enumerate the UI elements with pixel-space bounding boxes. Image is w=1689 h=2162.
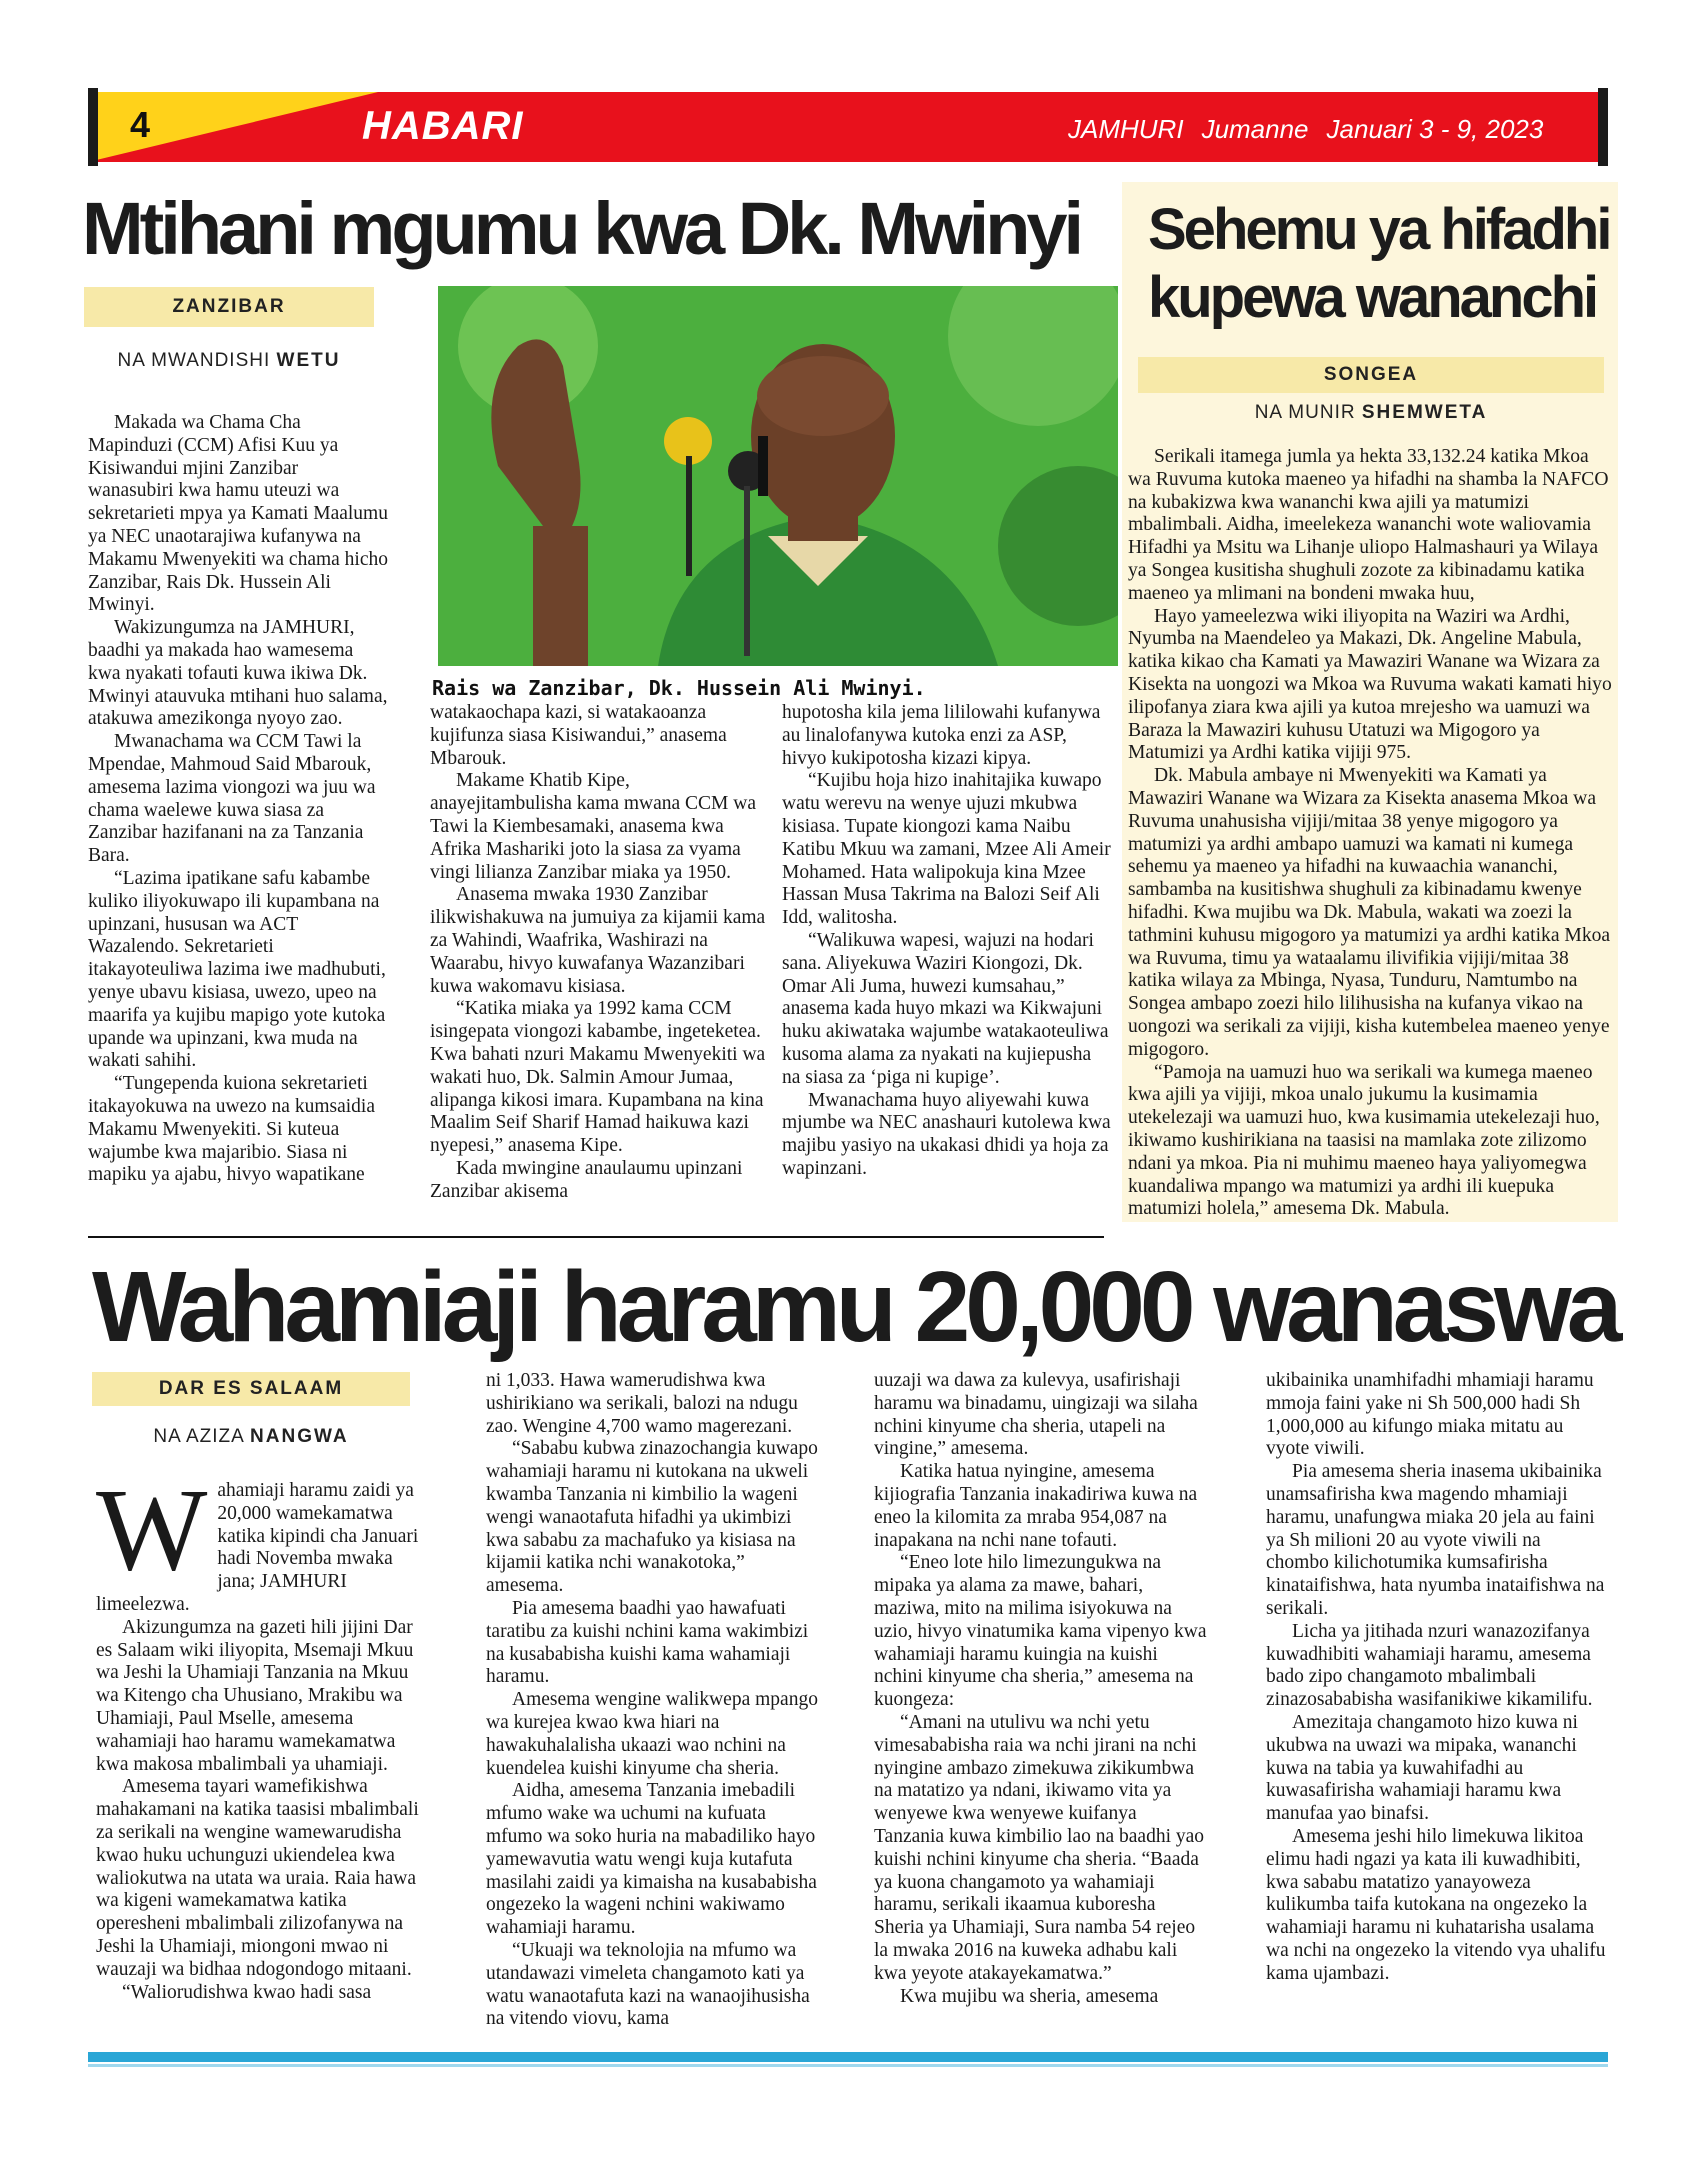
paragraph: Amesema jeshi hilo limekuwa likitoa elimu hadi ngazi ya kata ili kuwadhibiti, kwa sababu matatizo yanayoweza kulikumba taifa kutokana na ongezeko la wahamiaji haramu ni kuhatarisha usalama wa nchi na ongezeko la vitendo vya uhalifu kama ujambazi.	[1266, 1825, 1606, 1984]
story1-headline: Mtihani mgumu kwa Dk. Mwinyi	[82, 187, 1081, 270]
story2-body	[1128, 446, 1614, 1221]
story3-column-2	[486, 1370, 826, 2031]
story1-byline: NA MWANDISHI WETU	[117, 350, 341, 371]
paragraph: Mwanachama wa CCM Tawi la Mpendae, Mahmoud Said Mbarouk, amesema lazima viongozi wa juu wa chama waelewe kuwa siasa za Zanzibar hazifanani na za Tanzania Bara.	[88, 731, 376, 867]
paragraph: “Pamoja na uamuzi huo wa serikali wa kumega maeneo kwa ajili ya vijiji, mkoa unalo jukumu la kusimamia utekelezaji wa uamuzi huo, kwa kusimamia utekelezaji huo, ikiwamo kushirikiana na taasisi na mamlaka zote zilizomo ndani ya mkoa. Pia ni muhimu maeneo haya yaliyomegwa kuandaliwa mpango wa matumizi ya ardhi ili kuepuka matumizi holela,” amesema Dk. Mabula.	[1128, 1061, 1600, 1220]
footer-bar	[88, 2052, 1608, 2062]
paragraph: “Amani na utulivu wa nchi yetu vimesababisha raia wa nchi jirani na nchi nyingine ambazo zimekuwa zikikumbwa na matatizo ya ndani, ikiwamo vita ya wenyewe kwa wenyewe kuifanya Tanzania kuwa kimbilio lao na baadhi yao kuishi nchini kinyume cha sheria. “Baada ya kuona changamoto ya wahamiaji haramu, serikali ikaamua kuboresha Sheria ya Uhamiaji, Sura namba 54 rejeo la mwaka 2016 na kuweka adhabu kali kwa yeyote atakayekamatwa.”	[874, 1711, 1205, 1984]
paragraph: Kwa mujibu wa sheria, amesema	[900, 1985, 1159, 2007]
paragraph: “Kujibu hoja hizo inahitajika kuwapo watu werevu na wenye ujuzi mkubwa kisiasa. Tupate kiongozi kama Naibu Katibu Mkuu wa zamani, Mzee Ali Ameir Mohamed. Hata walipokuja kina Mzee Hassan Musa Takrima na Balozi Seif Ali Idd, walitosha.	[782, 770, 1111, 929]
section-divider	[88, 1236, 1104, 1238]
paragraph: Pia amesema baadhi yao hawafuati taratibu za kuishi nchini kama wakimbizi na kusababisha kuishi kama wahamiaji haramu.	[486, 1597, 809, 1688]
paragraph: Mwanachama huyo aliyewahi kuwa mjumbe wa NEC anashauri kutolewa kwa majibu yasiyo na ukakasi dhidi ya hoja za wapinzani.	[782, 1089, 1111, 1179]
story3-column-3	[874, 1370, 1210, 2008]
paragraph: Serikali itamega jumla ya hekta 33,132.24 katika Mkoa wa Ruvuma kutoka maeneo ya hifadhi na shamba la NAFCO na kubakizwa kwa wananchi kwa ajili ya matumizi mbalimbali. Aidha, imeelekeza wananchi wote waliovamia Hifadhi ya Msitu wa Lihanje uliopo Halmashauri ya Wilaya ya Songea kusitisha shughuli zozote za kibinadamu katika maeneo ya mlimani na bondeni mwaka huu,	[1128, 446, 1609, 604]
lead-paragraph: Wahamiaji haramu zaidi ya 20,000 wamekamatwa katika kipindi cha Januari hadi Novemba mwaka jana; JAMHURI limeelezwa.	[96, 1464, 419, 1615]
story2-byline: NA MUNIR SHEMWETA	[1254, 402, 1488, 423]
paragraph: “Waliorudishwa kwao hadi sasa	[122, 1981, 372, 2003]
paragraph: Hayo yameelezwa wiki iliyopita na Waziri wa Ardhi, Nyumba na Maendeleo ya Makazi, Dk. Angeline Mabula, katika kikao cha Kamati ya Mawaziri Wanane wa Wizara za Kisekta na uongozi wa Mkoa wa Ruvuma wakati kamati hiyo ilipofanya ziara kwa ajili ya kutoa mrejesho wa uamuzi wa Baraza la Mawaziri kuhusu Utatuzi wa Migogoro ya Matumizi ya Ardhi katika vijiji 975.	[1128, 605, 1612, 764]
paragraph: Amesema wengine walikwepa mpango wa kurejea kwao kwa hiari na hawakuhalalisha ukaazi wao nchini na kuendelea kuishi kinyume cha sheria.	[486, 1689, 818, 1779]
mwinyi-photo	[438, 286, 1118, 666]
story2-dateline: SONGEA	[1138, 357, 1604, 393]
story1-column-3	[782, 702, 1112, 1181]
paragraph: Aidha, amesema Tanzania imebadili mfumo wake wa uchumi na kufuata mfumo wa soko huria na mabadiliko hayo yamewavutia watu wengi kuja kutafuta masilahi zaidi ya kimaisha na kusababisha ongezeko la wageni nchini wakiwamo wahamiaji haramu.	[486, 1780, 817, 1939]
story3-headline: Wahamiaji haramu 20,000 wanaswa	[92, 1251, 1618, 1363]
page-number: 4	[130, 104, 151, 145]
story1-column-2	[430, 702, 770, 1204]
paragraph: “Tungependa kuiona sekretarieti itakayokuwa na uwezo na kumsaidia Makamu Mwenyekiti. Si kuteua wajumbe kwa majaribio. Siasa ni mapiku ya ajabu, hivyo wapatikane	[88, 1073, 375, 1186]
paragraph: ni 1,033. Hawa wamerudishwa kwa ushirikiano wa serikali, balozi na ndugu zao. Wengine 4,700 wamo magerezani.	[486, 1370, 798, 1437]
issue-day: Jumanne	[1201, 114, 1309, 144]
paragraph: “Eneo lote hilo limezungukwa na mipaka ya alama za mawe, bahari, maziwa, mito na milima isiyokuwa na uzio, hivyo vinatumika kama vipenyo kwa wahamiaji haramu kuingia na kuishi nchini kinyume cha sheria,” amesema na kuongeza:	[874, 1552, 1207, 1711]
paragraph: “Lazima ipatikane safu kabambe kuliko iliyokuwapo ili kupambana na upinzani, hususan wa ACT Wazalendo. Sekretarieti itakayoteuliwa lazima iwe madhubuti, yenye ubavu kisiasa, uwezo, upeo na maarifa ya kujibu mapigo yote kutoka upande wa upinzani, kwa muda na wakati sahihi.	[88, 867, 386, 1072]
paragraph: “Walikuwa wapesi, wajuzi na hodari sana. Aliyekuwa Waziri Kiongozi, Dk. Omar Ali Juma, huwezi kumsahau,” anasema kada huyo mkazi wa Kikwajuni huku akiwataka wajumbe watakaoteuliwa kusoma alama za nyakati na kujiepusha na siasa za ‘piga ni kupige’.	[782, 929, 1109, 1088]
paragraph: Amesema tayari wamefikishwa mahakamani na katika taasisi mbalimbali za serikali na wengine wamewarudisha kwao huku uchunguzi ukiendelea kwa waliokutwa na utata wa uraia. Raia hawa wa kigeni wamekamatwa katika operesheni mbalimbali zilizofanywa na Jeshi la Uhamiaji, miongoni mwao ni wauzaji wa bidhaa ndogondogo mitaani.	[96, 1776, 419, 1980]
paragraph: Licha ya jitihada nzuri wanazozifanya kuwadhibiti wahamiaji haramu, amesema bado zipo changamoto mbalimbali zinazosababisha wasifanikiwe kikamilifu.	[1266, 1620, 1593, 1711]
paragraph: Akizungumza na gazeti hili jijini Dar es Salaam wiki iliyopita, Msemaji Mkuu wa Jeshi la Uhamiaji Tanzania na Mkuu wa Kitengo cha Uhusiano, Mrakibu wa Uhamiaji, Paul Mselle, amesema wahamiaji hao haramu wamekamatwa kwa makosa mbalimbali ya uhamiaji.	[96, 1616, 414, 1775]
issue-dates: Januari 3 - 9, 2023	[1326, 114, 1544, 144]
paragraph: uuzaji wa dawa za kulevya, usafirishaji haramu wa binadamu, uingizaji wa silaha nchini kinyume cha sheria, utapeli na vingine,” amesema.	[874, 1370, 1198, 1460]
photo-caption: Rais wa Zanzibar, Dk. Hussein Ali Mwinyi.	[432, 676, 926, 700]
paragraph: hupotosha kila jema lililowahi kufanywa au linalofanywa kutoka enzi za ASP, hivyo kukipotosha kizazi kipya.	[782, 702, 1101, 769]
paragraph: “Katika miaka ya 1992 kama CCM isingepata viongozi kabambe, ingeteketea. Kwa bahati nzuri Makamu Mwenyekiti wa wakati huo, Dk. Salmin Amour Jumaa, alipanga kikosi imara. Kupambana na kina Maalim Seif Sharif Hamad haikuwa kazi nyepesi,” anasema Kipe.	[430, 998, 766, 1157]
story3-byline: NA AZIZA NANGWA	[153, 1426, 349, 1447]
story3-column-4	[1266, 1370, 1606, 1986]
story3-dateline: DAR ES SALAAM	[92, 1372, 410, 1406]
paragraph: Makame Khatib Kipe, anayejitambulisha kama mwana CCM wa Tawi la Kiembesamaki, anasema kwa Afrika Mashariki joto la siasa za vyama vingi lilianza Zanzibar miaka ya 1950.	[430, 770, 756, 883]
paragraph: Anasema mwaka 1930 Zanzibar ilikwishakuwa na jumuiya za kijamii kama za Wahindi, Waafrika, Washirazi na Waarabu, hivyo kuwafanya Wazanzibari kuwa wakomavu kisiasa.	[430, 884, 766, 997]
story3-column-1	[96, 1464, 420, 2004]
paragraph: Makada wa Chama Cha Mapinduzi (CCM) Afisi Kuu ya Kisiwandui mjini Zanzibar wanasubiri kwa hamu uteuzi wa sekretarieti mpya ya Kamati Maalumu ya NEC unaotarajiwa kufanywa na Makamu Mwenyekiti wa chama hicho Zanzibar, Rais Dk. Hussein Ali Mwinyi.	[88, 412, 388, 616]
paragraph: Pia amesema sheria inasema ukibainika unamsafirisha kwa magendo mhamiaji haramu, unafungwa miaka 20 jela au faini ya Sh milioni 20 au vyote viwili na chombo kilichotumika kumsafirisha kinataifishwa, hata nyumba inataifishwa na serikali.	[1266, 1461, 1605, 1619]
header-right-rule	[1598, 88, 1608, 166]
paragraph: Katika hatua nyingine, amesema kijiografia Tanzania inakadiriwa kuwa na eneo la kilomita za mraba 954,087 na inapakana na nchi nane tofauti.	[874, 1461, 1198, 1551]
paragraph: Amezitaja changamoto hizo kuwa ni ukubwa na uwazi wa mipaka, wananchi kuwa na tabia ya kuwahifadhi au kuwasafirisha wahamiaji haramu kwa manufaa yao binafsi.	[1266, 1711, 1578, 1825]
story1-dateline: ZANZIBAR	[84, 287, 374, 327]
paragraph: Wakizungumza na JAMHURI, baadhi ya makada hao wamesema kwa nyakati tofauti kuwa ikiwa Dk. Mwinyi atauvuka mtihani huo salama, atakuwa amezikonga nyoyo zao.	[88, 617, 388, 730]
story2-headline: Sehemu ya hifadhi kupewa wananchi	[1148, 197, 1610, 330]
paragraph: watakaochapa kazi, si watakaoanza kujifunza siasa Kisiwandui,” anasema Mbarouk.	[430, 702, 727, 769]
drop-cap: W	[96, 1464, 208, 1595]
paragraph: Dk. Mabula ambaye ni Mwenyekiti wa Kamati ya Mawaziri Wanane wa Wizara za Kisekta anasema Mkoa wa Ruvuma unahusisha vijiji/mitaa 38 yenye migogoro ya matumizi ya ardhi ambapo uamuzi wa kamati ni kumega sehemu ya maeneo ya hifadhi na kuwaachia wananchi, sambamba na kusitishwa shughuli za kibinadamu kwenye hifadhi. Kwa mujibu wa Dk. Mabula, wakati wa zoezi la tathmini kuhusu migogoro ya matumizi ya ardhi katika Mkoa wa Ruvuma, timu ya wataalamu ilivifikia vijiji/mitaa 38 katika wilaya za Mbinga, Nyasa, Tunduru, Namtumbo na Songea ambapo zoezi hilo lilihusisha na kufanya vikao na uongozi wa serikali za vijiji, kisha kutembelea maeneo yenye migogoro.	[1128, 765, 1611, 1060]
paper-name: JAMHURI	[1068, 114, 1184, 144]
section-title: HABARI	[362, 104, 524, 148]
issue-dateline	[1068, 114, 1561, 145]
story1-column-1	[88, 412, 388, 1187]
paragraph: ukibainika unamhifadhi mhamiaji haramu mmoja faini yake ni Sh 500,000 hadi Sh 1,000,000 au kifungo miaka mitatu au vyote viwili.	[1266, 1370, 1594, 1460]
footer-bar-thin	[88, 2064, 1608, 2067]
paragraph: Kada mwingine anaulaumu upinzani Zanzibar akisema	[430, 1157, 743, 1202]
paragraph: “Sababu kubwa zinazochangia kuwapo wahamiaji haramu ni kutokana na ukweli kwamba Tanzania ni kimbilio la wageni wengi wanaotafuta hifadhi ya ukimbizi kwa sababu za machafuko ya kisiasa na kijamii katika nchi wanakotoka,” amesema.	[486, 1438, 818, 1597]
header-left-rule	[88, 88, 98, 166]
paragraph: “Ukuaji wa teknolojia na mfumo wa utandawazi vimeleta changamoto kati ya watu wanaotafuta kazi na wanaojihusisha na vitendo viovu, kama	[486, 1939, 810, 2030]
